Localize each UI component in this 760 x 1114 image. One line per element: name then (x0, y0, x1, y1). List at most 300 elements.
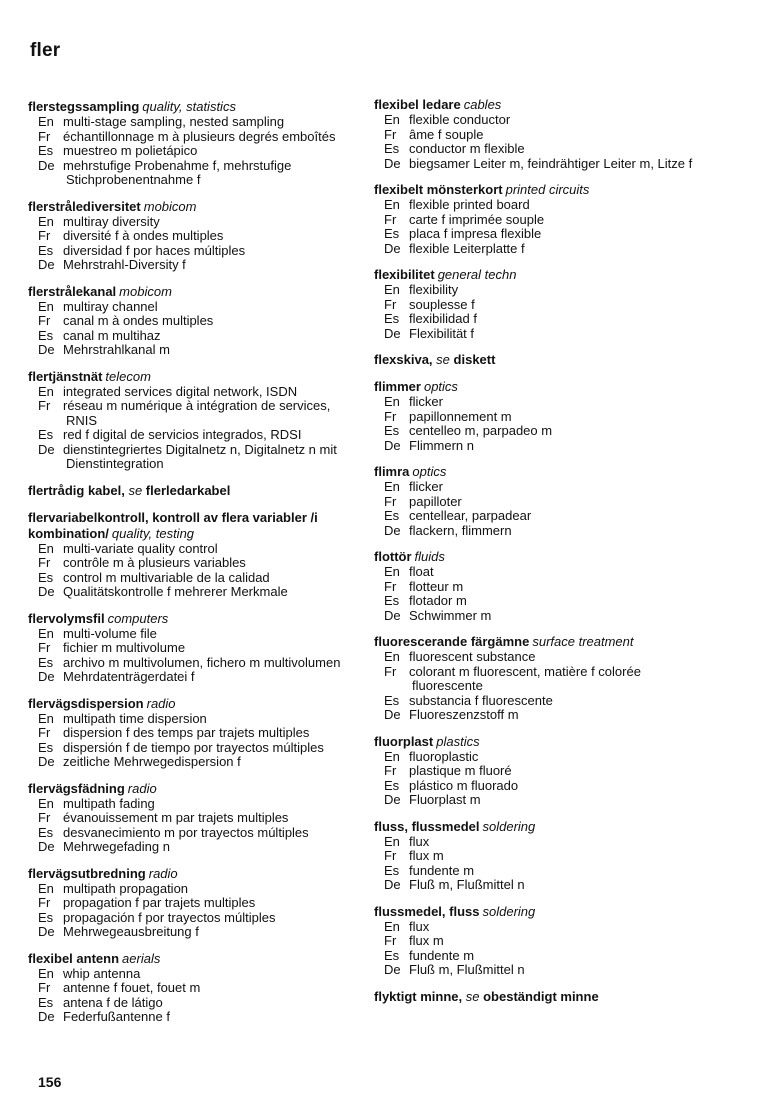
dictionary-entry (28, 866, 363, 940)
language-code: En (38, 114, 54, 129)
translation-text: flux m (409, 848, 444, 863)
translation-text: Flimmern n (409, 437, 475, 453)
translation-line (374, 327, 710, 342)
subject-field: radio (148, 865, 178, 881)
language-code: En (384, 649, 400, 664)
xref-see: se (436, 352, 450, 367)
language-code: De (38, 441, 55, 457)
language-code: Fr (38, 313, 51, 328)
entry-headword (28, 866, 363, 882)
translation-text: multipath time dispersion (63, 710, 207, 726)
dictionary-entry (374, 464, 710, 538)
translation-text: flexible conductor (409, 112, 511, 127)
translation-text: centellear, parpadear (409, 508, 532, 523)
language-code: En (384, 479, 400, 494)
translation-line (28, 670, 363, 685)
translation-line (28, 726, 363, 741)
translation-text: flackern, flimmern (409, 522, 512, 538)
headword-term: flexibilitet (374, 267, 435, 282)
entry-headword (28, 510, 363, 542)
language-code: De (384, 877, 401, 892)
translation-line (374, 565, 710, 580)
translation-line (374, 708, 710, 723)
language-code: En (38, 298, 54, 314)
translation-line (28, 585, 363, 600)
translation-text: antena f de látigo (63, 994, 163, 1010)
subject-field: telecom (105, 368, 151, 384)
language-code: De (38, 342, 55, 357)
translation-text: papillonnement m (409, 408, 512, 424)
translation-line (374, 480, 710, 495)
entry-headword (374, 379, 710, 395)
language-code: De (384, 962, 401, 977)
language-code: Es (384, 947, 400, 963)
language-code: En (38, 625, 54, 641)
translation-line (374, 920, 710, 935)
translation-text: flicker (409, 394, 443, 409)
translation-line (28, 571, 363, 586)
translation-text: flux (409, 833, 430, 849)
subject-field: surface treatment (532, 634, 634, 649)
language-code: En (38, 383, 54, 399)
headword-term: flervariabelkontroll, kontroll av flera variabler /i kombination/ (28, 509, 318, 541)
language-code: De (38, 924, 55, 939)
language-code: Es (38, 739, 54, 755)
language-code: De (38, 157, 55, 173)
headword-term: flervägsdispersion (28, 695, 144, 711)
translation-text: flux m (409, 933, 444, 948)
translation-text: diversidad f por haces múltiples (63, 242, 246, 258)
subject-field: optics (412, 464, 447, 479)
translation-text: antenne f fouet, fouet m (63, 980, 201, 995)
dictionary-entry (374, 549, 710, 623)
translation-line (374, 439, 710, 454)
translation-text: multipath propagation (63, 880, 189, 896)
cross-reference (374, 352, 710, 368)
entry-headword (28, 99, 363, 115)
dictionary-entry (374, 904, 710, 978)
translation-text: fluorescent substance (409, 649, 536, 664)
translation-text: conductor m flexible (409, 141, 525, 156)
headword-term: flimra (374, 464, 410, 479)
language-code: Es (38, 824, 54, 840)
translation-line (374, 142, 710, 157)
translation-text: âme f souple (409, 126, 484, 142)
subject-field: soldering (482, 818, 536, 834)
translation-line (28, 967, 363, 982)
translation-text: flexible Leiterplatte f (409, 240, 525, 256)
language-code: De (384, 792, 401, 807)
headword-term: flexibel ledare (374, 97, 461, 112)
translation-text: centelleo m, parpadeo m (409, 423, 553, 438)
translation-line (374, 227, 710, 242)
translation-text: fundente m (409, 947, 475, 963)
language-code: En (384, 282, 400, 297)
language-code: De (384, 437, 401, 453)
language-code: Fr (38, 555, 51, 570)
translation-line (28, 755, 363, 770)
translation-text: flicker (409, 479, 443, 494)
entry-headword (28, 369, 363, 385)
entry-headword (374, 464, 710, 480)
translation-text: Flexibilität f (409, 325, 475, 341)
language-code: En (384, 833, 400, 849)
translation-line (374, 764, 710, 779)
translation-line (374, 312, 710, 327)
translation-text: propagación f por trayectos múltiples (63, 909, 276, 925)
language-code: Es (38, 242, 54, 258)
translation-text: multi-volume file (63, 625, 157, 641)
subject-field: quality, testing (111, 525, 195, 541)
subject-field: mobicom (143, 198, 197, 214)
right-column (374, 97, 710, 1016)
language-code: De (38, 257, 55, 272)
dictionary-entry (374, 267, 710, 341)
translation-line (28, 443, 363, 472)
translation-line (374, 934, 710, 949)
language-code: Es (38, 994, 54, 1010)
language-code: Es (38, 327, 54, 343)
entry-headword (28, 611, 363, 627)
dictionary-entry (374, 379, 710, 453)
language-code: En (384, 564, 400, 579)
translation-text: multiray channel (63, 298, 158, 314)
language-code: Fr (38, 128, 51, 144)
translation-line (374, 949, 710, 964)
translation-line (374, 213, 710, 228)
language-code: De (384, 522, 401, 538)
language-code: De (38, 1009, 55, 1024)
language-code: En (38, 540, 54, 556)
language-code: En (384, 748, 400, 764)
translation-text: canal m multihaz (63, 327, 161, 343)
translation-line (28, 826, 363, 841)
translation-text: zeitliche Mehrwegedispersion f (63, 754, 241, 769)
language-code: Fr (38, 640, 51, 655)
language-code: Fr (384, 126, 397, 142)
translation-line (374, 424, 710, 439)
translation-text: Fluß m, Flußmittel n (409, 962, 525, 977)
translation-line (374, 113, 710, 128)
dictionary-entry (28, 696, 363, 770)
translation-line (374, 157, 710, 172)
cross-reference (28, 483, 363, 499)
translation-line (374, 128, 710, 143)
language-code: Es (384, 423, 400, 438)
translation-text: Fluoreszenzstoff m (409, 707, 519, 722)
language-code: En (38, 213, 54, 229)
translation-line (374, 835, 710, 850)
subject-field: cables (463, 97, 502, 112)
translation-line (374, 665, 710, 694)
translation-text: réseau m numérique à intégration de services, RNIS (63, 398, 331, 428)
subject-field: soldering (482, 903, 536, 919)
xref-term: flertrådig kabel, (28, 482, 125, 498)
translation-text: flexibility (409, 282, 459, 297)
translation-text: dispersion f des temps par trajets multiples (63, 725, 310, 740)
language-code: Fr (38, 895, 51, 910)
headword-term: flervägsfädning (28, 780, 125, 796)
translation-text: dispersión f de tiempo por trayectos múltiples (63, 739, 324, 755)
language-code: Es (384, 311, 400, 326)
translation-text: control m multivariable de la calidad (63, 569, 270, 585)
translation-line (28, 215, 363, 230)
translation-line (374, 198, 710, 213)
language-code: De (384, 707, 401, 722)
translation-line (28, 159, 363, 188)
xref-target: obeständigt minne (483, 988, 599, 1004)
translation-text: flotador m (409, 593, 467, 608)
translation-text: flexibilidad f (409, 311, 477, 326)
language-code: Fr (384, 211, 397, 227)
xref-target: diskett (453, 352, 496, 367)
translation-line (374, 750, 710, 765)
headword-term: fluorescerande färgämne (374, 634, 530, 649)
translation-line (28, 641, 363, 656)
translation-line (374, 864, 710, 879)
translation-line (28, 1010, 363, 1025)
translation-line (374, 694, 710, 709)
translation-text: Mehrstrahlkanal m (63, 342, 170, 357)
language-code: Fr (38, 398, 51, 413)
translation-line (374, 793, 710, 808)
entry-headword (28, 781, 363, 797)
subject-field: computers (107, 610, 169, 626)
translation-text: integrated services digital network, ISDN (63, 383, 298, 399)
left-column (28, 99, 363, 1036)
language-code: Fr (384, 578, 397, 594)
language-code: Es (384, 692, 400, 708)
translation-text: colorant m fluorescent, matière f colorée fluorescente (409, 663, 641, 693)
entry-headword (374, 634, 710, 650)
entry-headword (28, 951, 363, 967)
subject-field: optics (423, 379, 458, 394)
translation-text: muestreo m polietápico (63, 143, 198, 158)
translation-line (374, 509, 710, 524)
translation-text: Schwimmer m (409, 607, 492, 623)
translation-line (28, 300, 363, 315)
headword-term: flertjänstnät (28, 368, 103, 384)
headword-term: flerstrålediversitet (28, 198, 141, 214)
translation-line (28, 882, 363, 897)
translation-line (28, 712, 363, 727)
language-code: En (384, 394, 400, 409)
headword-term: flerstrålekanal (28, 283, 117, 299)
translation-line (374, 849, 710, 864)
headword-term: fluss, flussmedel (374, 818, 480, 834)
translation-text: propagation f par trajets multiples (63, 895, 256, 910)
translation-text: évanouissement m par trajets multiples (63, 810, 289, 825)
translation-line (28, 627, 363, 642)
translation-line (374, 495, 710, 510)
language-code: Es (384, 862, 400, 878)
translation-text: float (409, 564, 434, 579)
language-code: En (38, 880, 54, 896)
entry-headword (374, 819, 710, 835)
headword-term: flexibelt mönsterkort (374, 182, 503, 197)
page-number: 156 (38, 1074, 62, 1090)
translation-text: carte f imprimée souple (409, 211, 545, 227)
language-code: Es (38, 909, 54, 925)
xref-see: se (128, 482, 143, 498)
translation-line (374, 242, 710, 257)
dictionary-entry (28, 781, 363, 855)
language-code: Fr (38, 810, 51, 825)
dictionary-entry (28, 510, 363, 600)
dictionary-entry (28, 369, 363, 472)
language-code: Es (384, 141, 400, 156)
translation-line (28, 144, 363, 159)
translation-text: Fluß m, Flußmittel n (409, 877, 525, 892)
language-code: De (38, 839, 55, 854)
translation-line (374, 298, 710, 313)
dictionary-entry (28, 284, 363, 358)
translation-text: Mehrwegefading n (63, 839, 170, 854)
subject-field: plastics (436, 733, 480, 749)
translation-line (28, 314, 363, 329)
subject-field: general techn (437, 267, 517, 282)
entry-headword (374, 182, 710, 198)
language-code: En (38, 795, 54, 811)
translation-line (28, 556, 363, 571)
translation-line (28, 840, 363, 855)
translation-line (28, 258, 363, 273)
entry-headword (28, 199, 363, 215)
translation-text: multipath fading (63, 795, 155, 811)
entry-headword (374, 267, 710, 283)
language-code: Fr (384, 763, 397, 778)
language-code: De (38, 669, 55, 684)
xref-target: flerledarkabel (145, 482, 231, 498)
headword-term: flottör (374, 549, 412, 564)
translation-text: red f digital de servicios integrados, RDSI (63, 427, 302, 442)
subject-field: aerials (122, 950, 161, 966)
translation-text: fluoroplastic (409, 748, 479, 764)
entry-headword (374, 904, 710, 920)
translation-text: Mehrwegeausbreitung f (63, 924, 199, 939)
xref-see: se (465, 988, 480, 1004)
language-code: En (38, 710, 54, 726)
translation-text: flux (409, 918, 430, 934)
headword-term: flimmer (374, 379, 421, 394)
translation-text: souplesse f (409, 296, 475, 312)
translation-text: papilloter (409, 493, 462, 509)
subject-field: printed circuits (505, 182, 590, 197)
translation-text: plástico m fluorado (409, 777, 519, 793)
translation-text: fichier m multivolume (63, 640, 186, 655)
translation-line (28, 925, 363, 940)
translation-line (28, 244, 363, 259)
translation-line (28, 428, 363, 443)
dictionary-entry (374, 819, 710, 893)
translation-line (374, 395, 710, 410)
entry-headword (374, 97, 710, 113)
language-code: Fr (384, 663, 397, 679)
translation-text: plastique m fluoré (409, 763, 512, 778)
translation-line (28, 741, 363, 756)
language-code: Es (38, 654, 54, 670)
dictionary-entry (374, 182, 710, 256)
language-code: De (38, 584, 55, 599)
translation-text: diversité f à ondes multiples (63, 228, 224, 243)
translation-text: flexible printed board (409, 197, 530, 212)
translation-text: flotteur m (409, 578, 464, 594)
translation-text: contrôle m à plusieurs variables (63, 555, 246, 570)
translation-line (28, 656, 363, 671)
dictionary-entry (28, 99, 363, 188)
translation-text: whip antenna (63, 965, 141, 981)
translation-line (28, 996, 363, 1011)
language-code: En (38, 965, 54, 981)
translation-text: Mehrstrahl-Diversity f (63, 257, 186, 272)
language-code: En (384, 918, 400, 934)
translation-text: Fluorplast m (409, 792, 481, 807)
translation-text: Qualitätskontrolle f mehrerer Merkmale (63, 584, 288, 599)
translation-line (28, 343, 363, 358)
language-code: Fr (384, 848, 397, 863)
translation-line (374, 283, 710, 298)
language-code: Es (38, 427, 54, 442)
headword-term: flervolymsfil (28, 610, 105, 626)
xref-term: flyktigt minne, (374, 988, 463, 1004)
dictionary-entry (374, 634, 710, 723)
translation-line (28, 130, 363, 145)
language-code: Fr (384, 493, 397, 509)
subject-field: fluids (414, 549, 445, 564)
translation-line (374, 524, 710, 539)
dictionary-entry (28, 199, 363, 273)
xref-term: flexskiva, (374, 352, 433, 367)
translation-text: multi-variate quality control (63, 540, 218, 556)
language-code: Es (384, 226, 400, 241)
language-code: De (384, 240, 401, 256)
translation-line (28, 115, 363, 130)
translation-line (28, 981, 363, 996)
translation-line (374, 410, 710, 425)
language-code: Fr (38, 228, 51, 243)
translation-line (374, 580, 710, 595)
subject-field: mobicom (119, 283, 172, 299)
translation-text: multiray diversity (63, 213, 160, 229)
subject-field: quality, statistics (142, 99, 236, 114)
dictionary-entry (374, 734, 710, 808)
translation-text: placa f impresa flexible (409, 226, 542, 241)
translation-text: canal m à ondes multiples (63, 313, 214, 328)
cross-reference (374, 989, 710, 1005)
translation-line (28, 329, 363, 344)
translation-line (28, 797, 363, 812)
language-code: De (384, 155, 401, 171)
language-code: Fr (384, 408, 397, 424)
translation-line (374, 650, 710, 665)
headword-term: fluorplast (374, 733, 434, 749)
translation-text: Mehrdatenträgerdatei f (63, 669, 195, 684)
translation-text: substancia f fluorescente (409, 692, 553, 708)
language-code: Fr (38, 980, 51, 995)
translation-line (374, 963, 710, 978)
translation-line (374, 594, 710, 609)
translation-text: biegsamer Leiter m, feindrähtiger Leiter m, Litze f (409, 155, 693, 171)
language-code: Es (38, 569, 54, 585)
translation-line (28, 911, 363, 926)
language-code: Es (38, 143, 54, 158)
language-code: En (384, 197, 400, 212)
dictionary-entry (28, 951, 363, 1025)
language-code: Es (384, 508, 400, 523)
headword-term: flexibel antenn (28, 950, 120, 966)
language-code: Es (384, 777, 400, 793)
headword-term: flerstegssampling (28, 99, 140, 114)
